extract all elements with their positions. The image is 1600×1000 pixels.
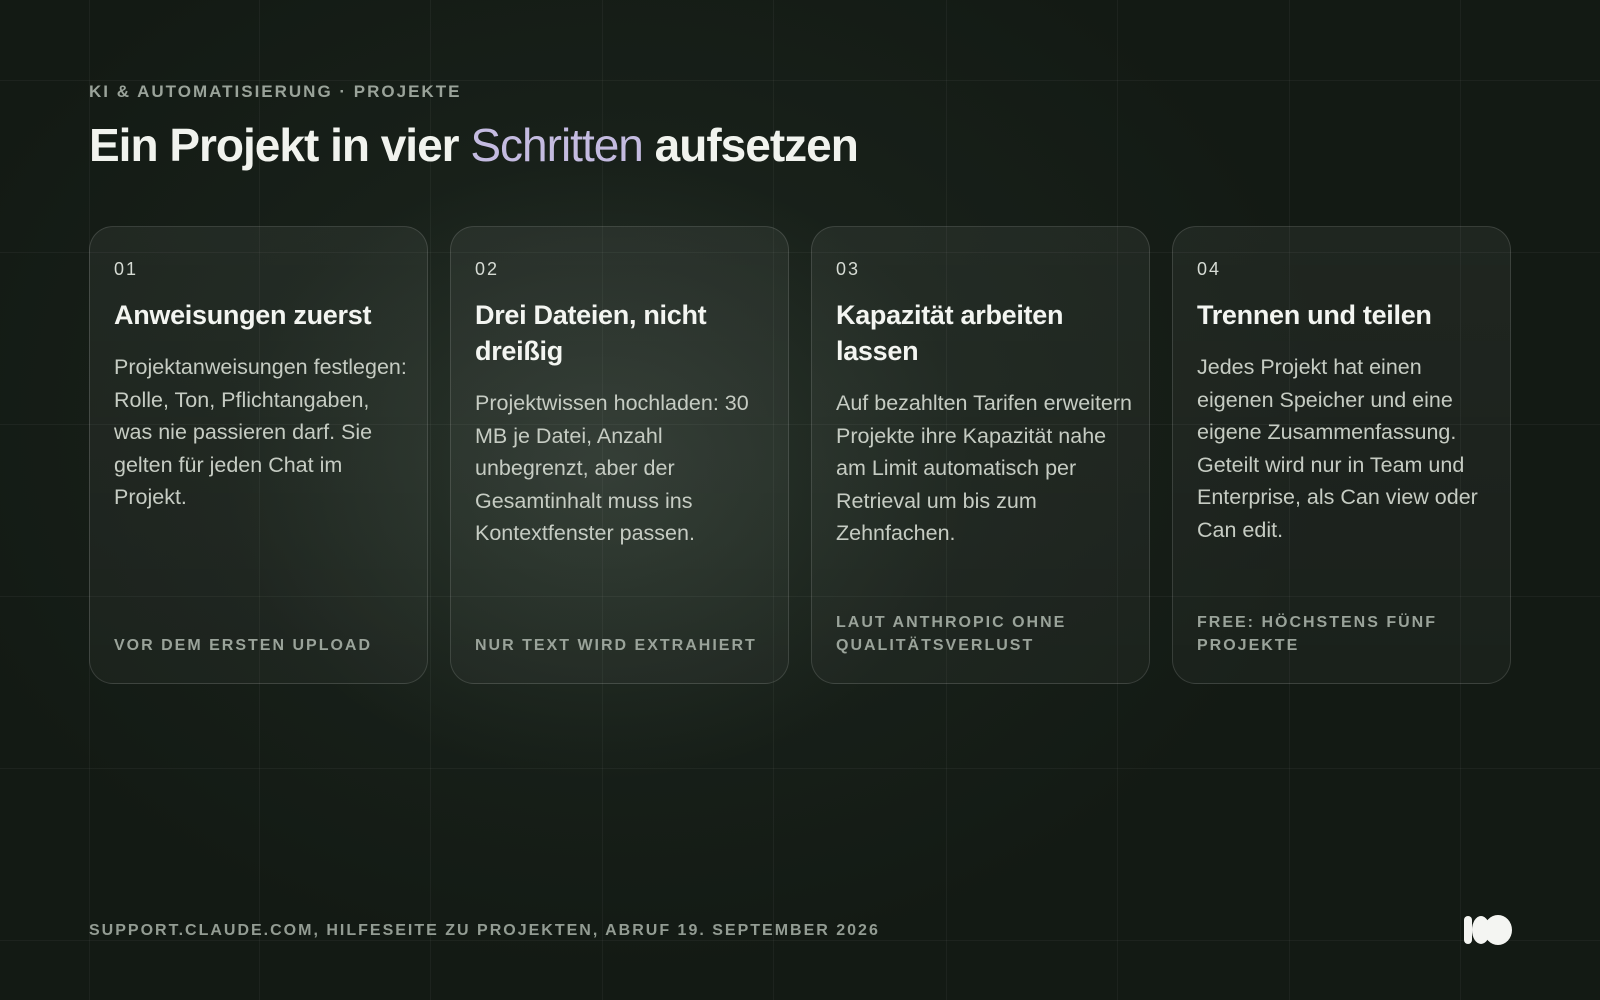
step-card-3 xyxy=(811,226,1150,684)
title-part-after: aufsetzen xyxy=(642,119,858,171)
step-tag: FREE: HÖCHSTENS FÜNF PROJEKTE xyxy=(1197,614,1437,654)
step-number: 04 xyxy=(1197,259,1222,279)
step-description: Projektwissen hochladen: 30 MB je Datei, Anzahl unbegrenzt, aber der Gesamtinhalt muss ins Kontextfenster passen. xyxy=(475,391,749,545)
step-title: Kapazität arbeiten lassen xyxy=(836,300,1064,366)
title-accent-word: Schritten xyxy=(470,119,643,171)
step-tag: NUR TEXT WIRD EXTRAHIERT xyxy=(475,637,757,654)
brand-logo-icon xyxy=(1464,913,1512,947)
step-number: 03 xyxy=(836,259,861,279)
step-cards xyxy=(89,226,1511,686)
step-card-1 xyxy=(89,226,428,684)
step-description: Projektanweisungen festlegen: Rolle, Ton, Pflichtangaben, was nie passieren darf. Sie gelten für jeden Chat im Projekt. xyxy=(114,355,407,509)
step-card-2 xyxy=(450,226,789,684)
title-part-before: Ein Projekt in vier xyxy=(89,119,471,171)
step-number: 02 xyxy=(475,259,500,279)
eyebrow-label: KI & AUTOMATISIERUNG · PROJEKTE xyxy=(89,82,462,101)
step-description: Auf bezahlten Tarifen erweitern Projekte ihre Kapazität nahe am Limit automatisch per Retrieval um bis zum Zehnfachen. xyxy=(836,391,1133,545)
source-citation: SUPPORT.CLAUDE.COM, HILFESEITE ZU PROJEKTEN, ABRUF 19. SEPTEMBER 2026 xyxy=(89,922,880,939)
step-card-4 xyxy=(1172,226,1511,684)
step-tag: VOR DEM ERSTEN UPLOAD xyxy=(114,637,373,654)
step-number: 01 xyxy=(114,259,139,279)
step-tag: LAUT ANTHROPIC OHNE QUALITÄTSVERLUST xyxy=(836,614,1067,654)
step-title: Drei Dateien, nicht dreißig xyxy=(475,300,707,366)
step-description: Jedes Projekt hat einen eigenen Speicher und eine eigene Zusammenfassung. Geteilt wird nur in Team und Enterprise, als Can view oder Can edit. xyxy=(1197,355,1478,542)
step-title: Anweisungen zuerst xyxy=(114,300,372,330)
page-title xyxy=(89,118,858,172)
step-title: Trennen und teilen xyxy=(1197,300,1432,330)
